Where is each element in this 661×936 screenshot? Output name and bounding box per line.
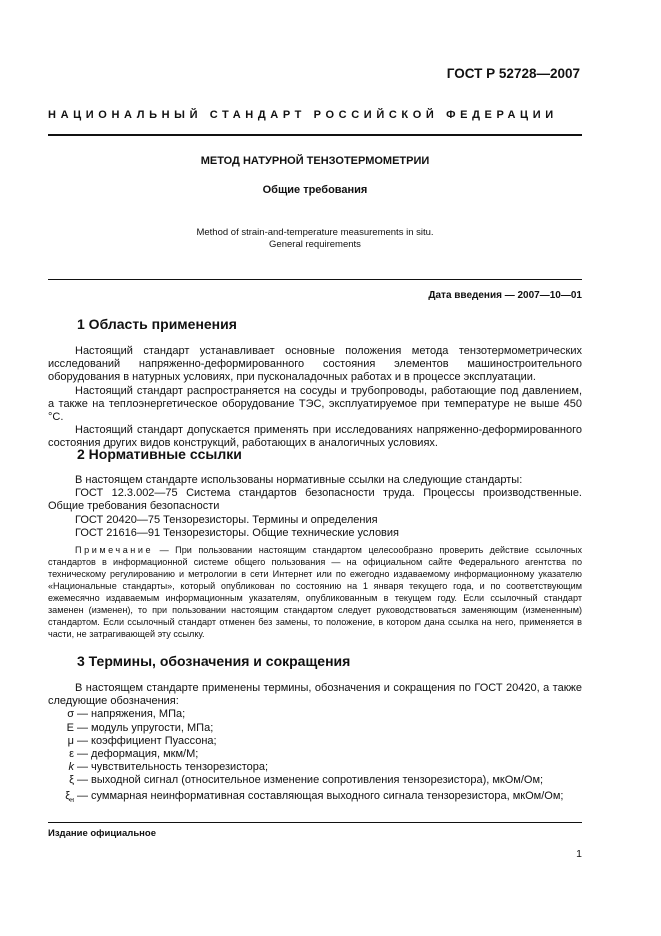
symbol-subscript: н — [70, 796, 74, 804]
title-divider — [48, 279, 582, 280]
page-number: 1 — [576, 848, 582, 860]
effective-date: Дата введения — 2007—10—01 — [428, 290, 582, 301]
paragraph: Настоящий стандарт распространяется на сосуды и трубопроводы, работающие под давлением, а также на теплоэнергетическое оборудование ТЭС, эксплуатируемое при температуре не выше 450 °С. — [48, 384, 582, 424]
symbol-row — [58, 790, 582, 803]
reference-item: ГОСТ 12.3.002—75 Система стандартов безопасности труда. Процессы производственные. Общие требования безопасности — [48, 487, 582, 513]
note-block — [48, 544, 582, 640]
symbol-definition: — напряжения, МПа; — [77, 708, 186, 721]
symbol-list — [48, 708, 582, 802]
symbol: k — [68, 761, 74, 774]
symbol-definition: — модуль упругости, МПа; — [77, 721, 214, 734]
paragraph: Настоящий стандарт допускается применять при исследованиях напряженно-деформированного состояния других видов конструкций, работающих в аналогичных условиях. — [48, 424, 582, 450]
note-paragraph — [48, 544, 582, 640]
symbol-definition: — коэффициент Пуассона; — [77, 734, 217, 747]
symbol-row — [58, 774, 582, 787]
symbol-row — [58, 722, 582, 735]
symbol: ξ — [69, 774, 74, 787]
document-subtitle: Общие требования — [262, 184, 368, 196]
section-3-heading: 3 Термины, обозначения и сокращения — [77, 653, 351, 669]
symbol — [58, 790, 74, 807]
paragraph: В настоящем стандарте использованы нормативные ссылки на следующие стандарты: — [75, 474, 523, 486]
symbol-definition: — суммарная неинформативная составляющая выходного сигнала тензорезистора, мкОм/Ом; — [77, 789, 564, 802]
paragraph: В настоящем стандарте применены термины, обозначения и сокращения по ГОСТ 20420, а также следующие обозначения: — [48, 682, 582, 708]
symbol-definition: — выходной сигнал (относительное изменение сопротивления тензорезистора), мкОм/Ом; — [77, 774, 544, 787]
note-label: Примечание — [75, 545, 154, 555]
symbol: μ — [67, 734, 74, 747]
symbol: Е — [66, 721, 74, 734]
paragraph: Настоящий стандарт устанавливает основные положения метода тензотермометрических исследований напряженно-деформированного состояния элементов машиностроительного оборудования в натурных условиях, при пусконаладочных работах и в процессе эксплуатации. — [48, 345, 582, 384]
national-standard-banner: НАЦИОНАЛЬНЫЙ СТАНДАРТ РОССИЙСКОЙ ФЕДЕРАЦИИ — [48, 109, 558, 121]
edition-label: Издание официальное — [48, 828, 156, 839]
section-2-heading: 2 Нормативные ссылки — [77, 446, 242, 462]
section-1-body — [48, 345, 582, 451]
note-text: — При пользовании настоящим стандартом целесообразно проверить действие ссылочных стандартов в информационной системе общего пользования — на официальном сайте Федерального агентства по техническому регулированию и метрологии в сети Интернет или по ежегодно издаваемому информационному указателю «Национальные стандарты», который опубликован по состоянию на 1 января текущего года, и по соответствующим ежемесячно издаваемым информационным указателям, опубликованным в текущем году. Если ссылочный стандарт заменен (изменен), то при пользовании настоящим стандартом следует руководствоваться заменяющим (измененным) стандартом. Если ссылочный стандарт отменен без замены, то положение, в котором дана ссылка на него, применяется в части, не затрагивающей эту ссылку. — [48, 545, 583, 639]
symbol-definition: — деформация, мкм/М; — [77, 747, 199, 760]
reference-item: ГОСТ 20420—75 Тензорезисторы. Термины и определения — [75, 513, 378, 526]
symbol-definition: — чувствительность тензорезистора; — [77, 761, 269, 774]
section-2-body — [48, 474, 582, 540]
symbol-base: ξ — [65, 789, 71, 802]
section-1-heading: 1 Область применения — [77, 316, 237, 332]
symbol-row — [58, 735, 582, 748]
english-title — [48, 227, 582, 251]
standard-code: ГОСТ Р 52728—2007 — [446, 66, 580, 81]
english-title-line-1: Method of strain-and-temperature measurements in situ. — [196, 227, 434, 238]
symbol: σ — [67, 708, 74, 721]
symbol-row — [58, 748, 582, 761]
symbol: ε — [69, 747, 74, 760]
document-title: МЕТОД НАТУРНОЙ ТЕНЗОТЕРМОМЕТРИИ — [200, 155, 430, 167]
footer-divider — [48, 822, 582, 823]
reference-item: ГОСТ 21616—91 Тензорезисторы. Общие технические условия — [75, 526, 400, 539]
english-title-line-2: General requirements — [269, 239, 361, 250]
section-3-body — [48, 682, 582, 803]
symbol-row — [58, 761, 582, 774]
symbol-row — [58, 708, 582, 721]
header-divider — [48, 134, 582, 136]
